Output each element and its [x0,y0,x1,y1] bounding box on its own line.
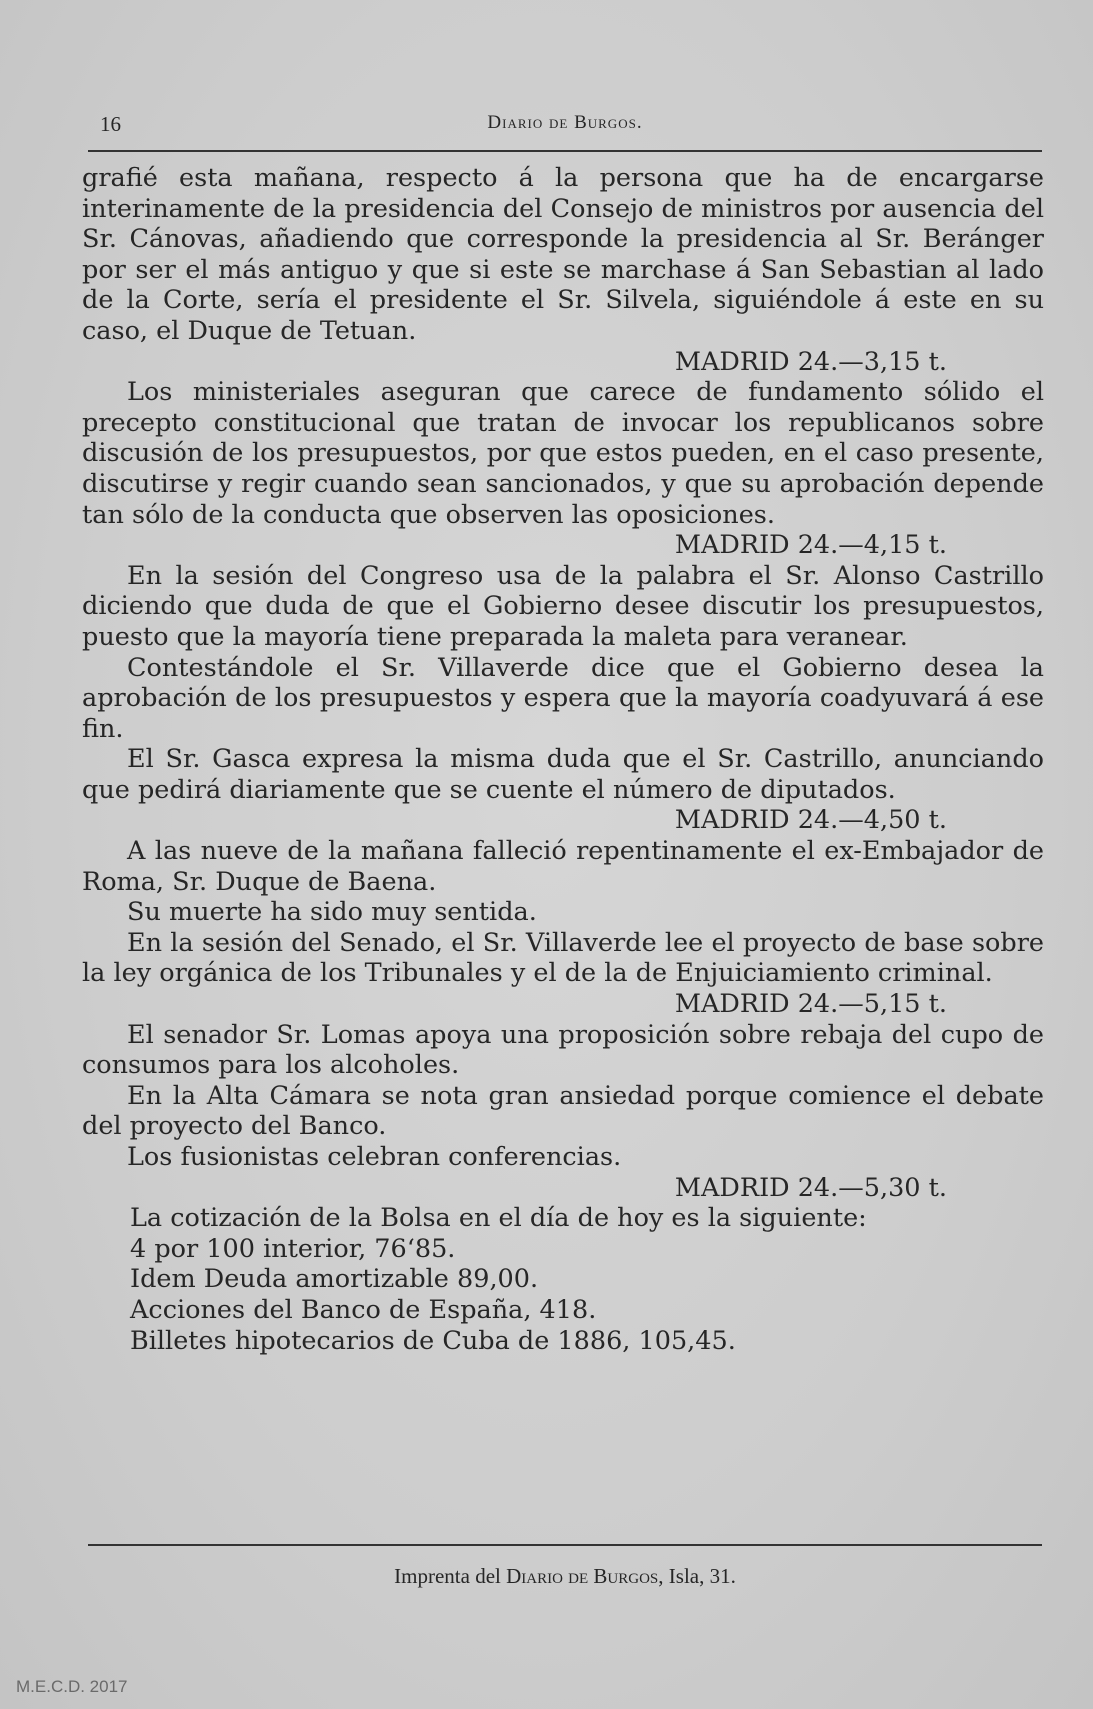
imprint-name: Diario de Burgos [506,1564,659,1588]
imprint-line [88,1564,1042,1589]
imprint-suffix: , Isla, 31. [658,1564,736,1588]
quote-line: Acciones del Banco de España, 418. [130,1294,597,1325]
dateline: MADRID 24.—3,15 t. [674,346,947,377]
news-paragraph: El senador Sr. Lomas apoya una proposición sobre rebaja del cupo de consumos para los alcoholes. [82,1019,1044,1081]
footer-rule [88,1544,1042,1546]
quote-line: Idem Deuda amortizable 89,00. [130,1264,539,1295]
news-paragraph: Los fusionistas celebran conferencias. [127,1142,622,1172]
news-paragraph: En la sesión del Senado, el Sr. Villaverde lee el proyecto de base sobre la ley orgánica de los Tribunales y el de la de Enjuiciamiento criminal. [82,927,1044,989]
news-paragraph: Los ministeriales aseguran que carece de fundamento sólido el precepto constitucional que tratan de invocar los republicanos sobre discusión de los presupuestos, por que estos pueden, en el caso presente, discutirse y regir cuando sean sancionados, y que su aprobación depende tan sólo de la conducta que observen las oposiciones. [82,377,1044,530]
quote-line: 4 por 100 interior, 76‘85. [130,1233,456,1264]
dateline: MADRID 24.—5,30 t. [674,1172,947,1203]
news-paragraph: El Sr. Gasca expresa la misma duda que el Sr. Castrillo, anunciando que pedirá diariamente que se cuente el número de diputados. [82,744,1044,805]
dateline: MADRID 24.—4,15 t. [674,530,947,561]
news-paragraph: Su muerte ha sido muy sentida. [127,897,537,928]
page-number: 16 [100,112,121,136]
news-paragraph: En la sesión del Congreso usa de la palabra el Sr. Alonso Castrillo diciendo que duda de que el Gobierno desee discutir los presupuestos, puesto que la mayoría tiene preparada la maleta para veranear. [82,560,1044,652]
body-paragraph: grafié esta mañana, respecto á la persona que ha de encargarse interinamente de la presidencia del Consejo de ministros por ausencia del Sr. Cánovas, añadiendo que corresponde la presidencia al Sr. Beránger por ser el más antiguo y que si este se marchase á San Sebastian al lado de la Corte, sería el presidente el Sr. Silvela, siguiéndole á este en su caso, el Duque de Tetuan. [82,163,1044,346]
header-rule [88,150,1042,152]
news-paragraph: En la Alta Cámara se nota gran ansiedad porque comience el debate del proyecto del Banco. [82,1080,1044,1142]
news-paragraph: A las nueve de la mañana falleció repentinamente el ex-Embajador de Roma, Sr. Duque de Baena. [82,836,1044,897]
quote-line: La cotización de la Bolsa en el día de hoy es la siguiente: [130,1203,867,1234]
dateline: MADRID 24.—5,15 t. [674,989,947,1020]
watermark: M.E.C.D. 2017 [16,1677,128,1696]
imprint-prefix: Imprenta del [394,1564,507,1588]
article-text [82,163,1044,1356]
quote-line: Billetes hipotecarios de Cuba de 1886, 105,45. [130,1325,736,1356]
dateline: MADRID 24.—4,50 t. [674,805,947,836]
page-header [88,112,1042,142]
news-paragraph: Contestándole el Sr. Villaverde dice que el Gobierno desea la aprobación de los presupuestos y espera que la mayoría coadyuvará á ese fin. [82,652,1044,744]
running-title: Diario de Burgos. [487,112,643,133]
